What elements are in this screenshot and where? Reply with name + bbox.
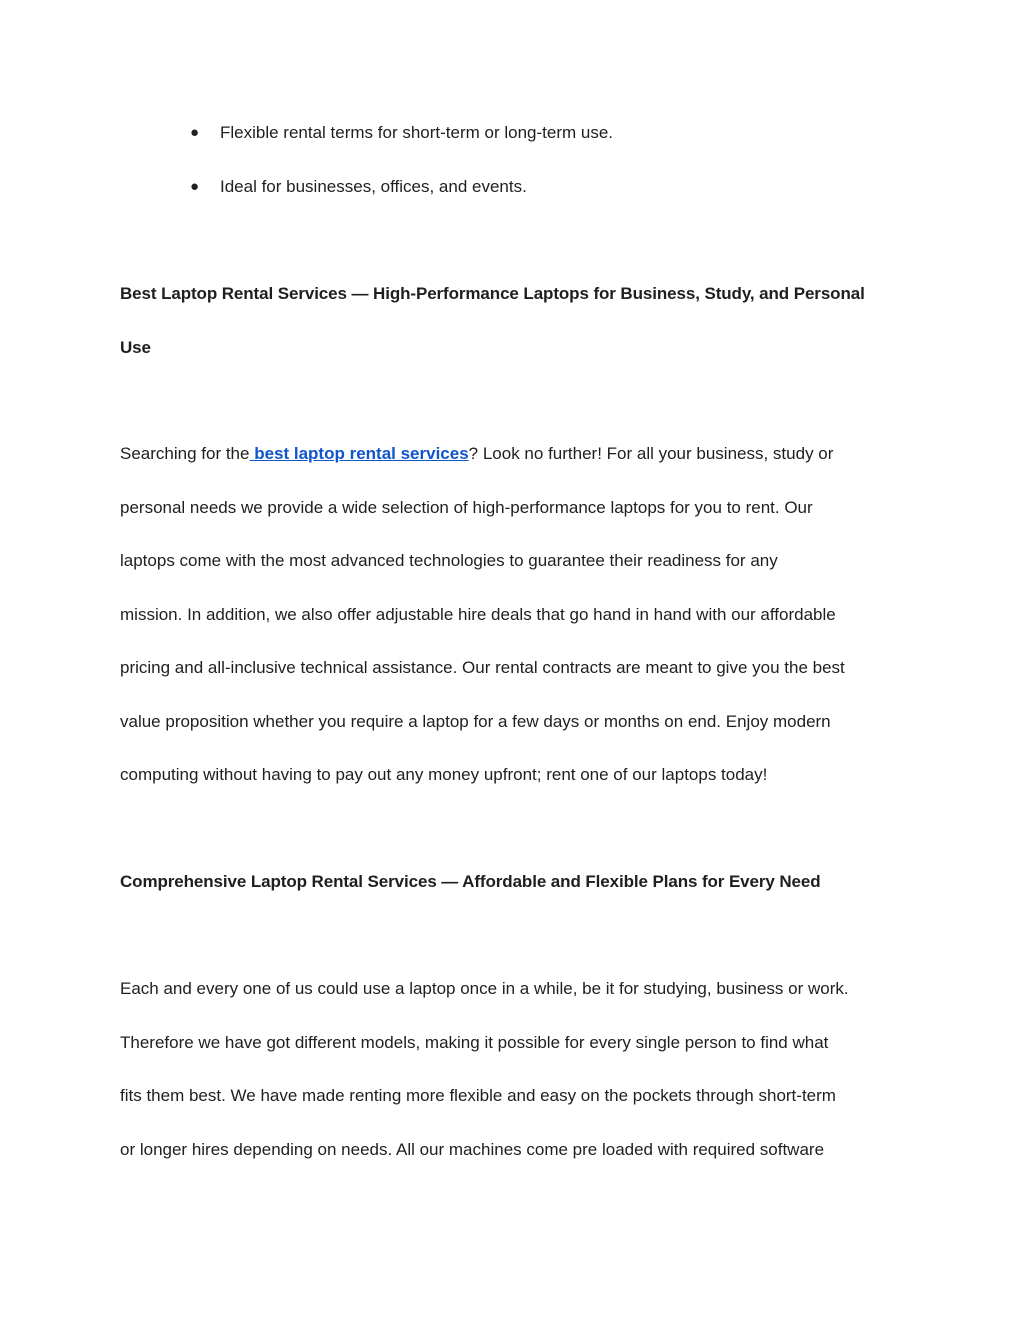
paragraph-line: value proposition whether you require a laptop for a few days or months on end. Enjoy modern	[120, 711, 831, 731]
bullet-dot-icon: ●	[190, 124, 200, 141]
paragraph-line: or longer hires depending on needs. All our machines come pre loaded with required software	[120, 1139, 825, 1159]
heading-line: Best Laptop Rental Services — High-Performance Laptops for Business, Study, and Personal	[120, 284, 865, 303]
paragraph-line: Each and every one of us could use a laptop once in a while, be it for studying, business or work.	[120, 979, 849, 998]
intro-paragraph	[120, 427, 910, 802]
bullet-item-ideal-for	[120, 171, 920, 225]
paragraph-line: personal needs we provide a wide selection of high-performance laptops for you to rent. Our	[120, 497, 813, 517]
paragraph-line: fits them best. We have made renting more flexible and easy on the pockets through short-term	[120, 1086, 836, 1105]
heading-line: Use	[120, 337, 151, 357]
bullet-dot-icon: ●	[190, 177, 200, 195]
section-heading-best-rental	[120, 267, 910, 374]
paragraph-line: computing without having to pay out any money upfront; rent one of our laptops today!	[120, 765, 768, 784]
heading-line: Comprehensive Laptop Rental Services — Affordable and Flexible Plans for Every Need	[120, 872, 821, 891]
paragraph-line	[120, 427, 910, 481]
section-heading-comprehensive-rental	[120, 855, 910, 909]
best-laptop-rental-services-link[interactable]: best laptop rental services	[249, 444, 469, 463]
intro-text-after-link: ? Look no further! For all your business, study or	[468, 444, 834, 463]
comprehensive-paragraph	[120, 962, 910, 1176]
bullet-item-flexible-terms	[120, 117, 920, 171]
bullet-text: Flexible rental terms for short-term or long-term use.	[220, 123, 614, 142]
paragraph-line: Therefore we have got different models, making it possible for every single person to find what	[120, 1032, 829, 1052]
paragraph-line: pricing and all-inclusive technical assistance. Our rental contracts are meant to give you the best	[120, 658, 845, 677]
paragraph-line: mission. In addition, we also offer adjustable hire deals that go hand in hand with our affordable	[120, 604, 836, 624]
feature-bullet-list	[120, 117, 920, 224]
paragraph-line: laptops come with the most advanced technologies to guarantee their readiness for any	[120, 551, 778, 570]
intro-text-before-link: Searching for the	[120, 444, 250, 463]
bullet-text: Ideal for businesses, offices, and events.	[220, 176, 527, 196]
